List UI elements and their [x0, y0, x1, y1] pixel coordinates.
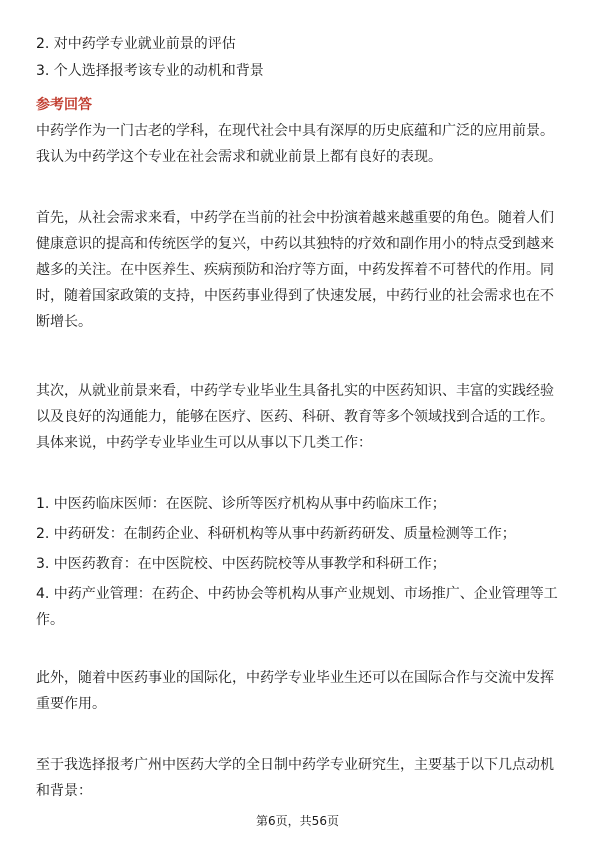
motivation-paragraph: 至于我选择报考广州中医药大学的全日制中药学专业研究生，主要基于以下几点动机和背景： [36, 757, 554, 799]
job-list-item-4: 4. 中药产业管理：在药企、中药协会等机构从事产业规划、市场推广、企业管理等工作。 [36, 586, 558, 628]
question-list-item-3: 3. 个人选择报考该专业的动机和背景 [36, 63, 264, 79]
job-list-item-2: 2. 中药研发：在制药企业、科研机构等从事中药新药研发、质量检测等工作； [36, 526, 516, 542]
career-outlook-paragraph: 其次，从就业前景来看，中药学专业毕业生具备扎实的中医药知识、丰富的实践经验以及良好的沟通能力，能够在医疗、医药、科研、教育等多个领域找到合适的工作。具体来说，中药学专业毕业生可以从事以下几类工作： [36, 383, 554, 451]
answer-heading: 参考回答 [36, 97, 92, 113]
job-list-item-3: 3. 中医药教育：在中医院校、中医药院校等从事教学和科研工作； [36, 556, 446, 572]
international-paragraph: 此外，随着中医药事业的国际化，中药学专业毕业生还可以在国际合作与交流中发挥重要作用。 [36, 670, 554, 712]
social-demand-paragraph: 首先，从社会需求来看，中药学在当前的社会中扮演着越来越重要的角色。随着人们健康意识的提高和传统医学的复兴，中药以其独特的疗效和副作用小的特点受到越来越多的关注。在中医养生、疾病预防和治疗等方面，中药发挥着不可替代的作用。同时，随着国家政策的支持，中医药事业得到了快速发展，中药行业的社会需求也在不断增长。 [36, 210, 554, 330]
job-list-item-1: 1. 中医药临床医师：在医院、诊所等医疗机构从事中药临床工作； [36, 496, 446, 512]
question-list-item-2: 2. 对中药学专业就业前景的评估 [36, 36, 236, 52]
page-number: 第6页，共56页 [256, 814, 339, 828]
intro-paragraph: 中药学作为一门古老的学科，在现代社会中具有深厚的历史底蕴和广泛的应用前景。我认为中药学这个专业在社会需求和就业前景上都有良好的表现。 [36, 123, 554, 165]
